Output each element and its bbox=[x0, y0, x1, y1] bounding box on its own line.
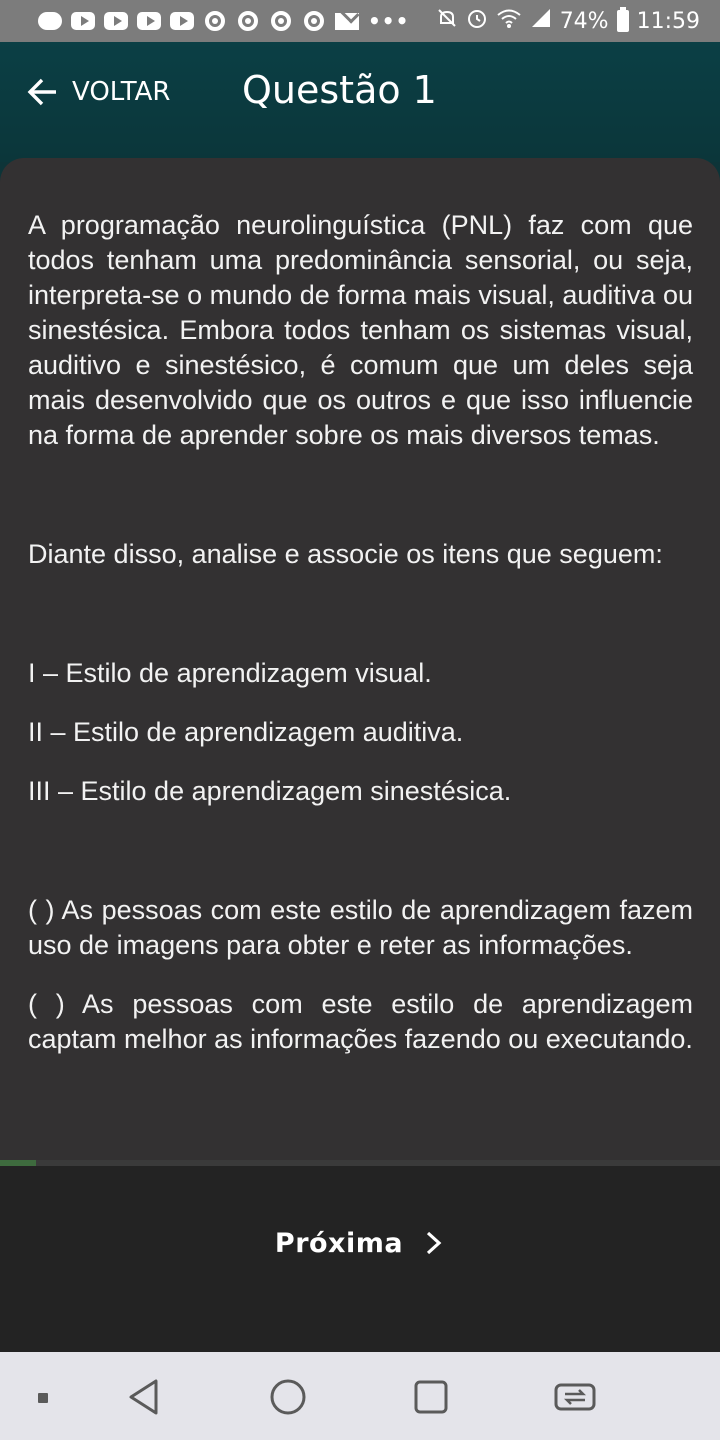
question-instruction: Diante disso, analise e associe os itens que seguem: bbox=[28, 539, 663, 569]
chrome-icon bbox=[302, 12, 326, 30]
android-nav-bar bbox=[0, 1352, 720, 1440]
next-label: Próxima bbox=[274, 1227, 404, 1259]
back-button[interactable] bbox=[26, 70, 170, 114]
question-card[interactable] bbox=[0, 158, 720, 1160]
clock: 11:59 bbox=[636, 8, 700, 34]
message-bubble-icon bbox=[38, 12, 62, 30]
notification-icons bbox=[38, 9, 409, 33]
mute-icon bbox=[436, 7, 458, 35]
association-item: ( ) As pessoas com este estilo de aprendizagem fazem uso de imagens para obter e reter as informações. bbox=[28, 895, 693, 960]
notification-dot-icon bbox=[38, 1393, 48, 1403]
question-intro: A programação neurolinguística (PNL) faz com que todos tenham uma predominância sensorial, ou seja, interpreta-se o mundo de forma mais visual, auditiva ou sinestésica. Embora todos tenham os sistemas visual, auditivo e sinestésico, é comum que um deles seja mais desenvolvido que os outros e que isso influencie na forma de aprender sobre os mais diversos temas. bbox=[28, 210, 693, 450]
youtube-icon bbox=[71, 12, 95, 30]
youtube-icon bbox=[170, 12, 194, 30]
chevron-right-icon bbox=[423, 1229, 445, 1257]
chrome-icon bbox=[236, 12, 260, 30]
alarm-icon bbox=[466, 7, 488, 35]
system-icons bbox=[436, 7, 700, 35]
chrome-icon bbox=[203, 12, 227, 30]
footer-bar bbox=[0, 1166, 720, 1352]
youtube-icon bbox=[104, 12, 128, 30]
list-item: I – Estilo de aprendizagem visual. bbox=[28, 658, 432, 688]
more-dots-icon: ••• bbox=[368, 9, 410, 33]
arrow-left-icon bbox=[26, 75, 60, 109]
association-item: ( ) As pessoas com este estilo de aprendizagem captam melhor as informações fazendo ou executando. bbox=[28, 989, 693, 1054]
list-item: III – Estilo de aprendizagem sinestésica. bbox=[28, 776, 512, 806]
youtube-icon bbox=[137, 12, 161, 30]
list-item: II – Estilo de aprendizagem auditiva. bbox=[28, 717, 464, 747]
signal-icon bbox=[530, 7, 552, 35]
app-header bbox=[0, 42, 720, 162]
status-bar bbox=[0, 0, 720, 42]
recents-square-icon[interactable] bbox=[408, 1374, 454, 1420]
back-triangle-icon[interactable] bbox=[121, 1374, 167, 1420]
chrome-icon bbox=[269, 12, 293, 30]
page-title: Questão 1 bbox=[242, 68, 437, 112]
wifi-icon bbox=[496, 7, 522, 35]
back-label: VOLTAR bbox=[72, 77, 171, 107]
battery-icon bbox=[617, 10, 629, 32]
home-circle-icon[interactable] bbox=[265, 1374, 311, 1420]
battery-percent: 74% bbox=[559, 8, 609, 34]
mail-icon bbox=[335, 12, 359, 30]
question-content bbox=[28, 208, 693, 1081]
switch-apps-icon[interactable] bbox=[552, 1374, 598, 1420]
next-button[interactable] bbox=[0, 1218, 720, 1268]
